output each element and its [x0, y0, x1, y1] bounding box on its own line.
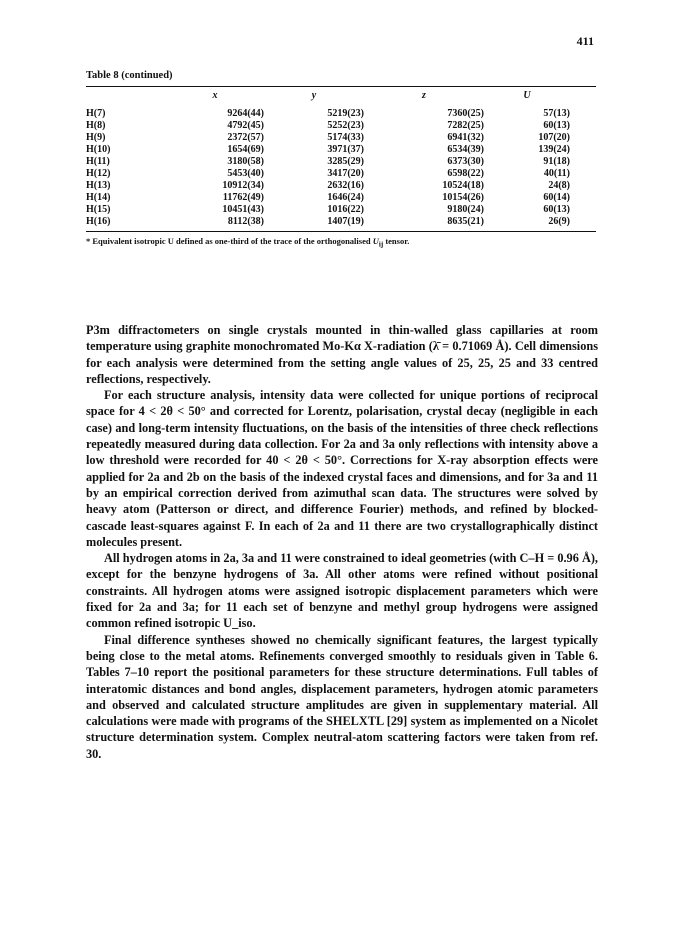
cell-atom: H(7)	[86, 108, 106, 119]
cell-u: 40(11)	[543, 168, 570, 179]
table-bottom-rule	[86, 231, 596, 232]
cell-y: 1407(19)	[327, 216, 364, 227]
cell-atom: H(13)	[86, 180, 111, 191]
cell-u: 139(24)	[538, 144, 570, 155]
cell-atom: H(12)	[86, 168, 111, 179]
table-row	[86, 144, 596, 156]
cell-y: 5252(23)	[327, 120, 364, 131]
cell-u: 60(13)	[543, 204, 570, 215]
table-row	[86, 156, 596, 168]
cell-y: 5219(23)	[327, 108, 364, 119]
cell-x: 10912(34)	[222, 180, 264, 191]
cell-u: 60(14)	[543, 192, 570, 203]
cell-y: 3285(29)	[327, 156, 364, 167]
cell-x: 9264(44)	[227, 108, 264, 119]
cell-atom: H(15)	[86, 204, 111, 215]
table-header-row	[86, 87, 596, 105]
cell-z: 7360(25)	[447, 108, 484, 119]
header-x: x	[212, 90, 218, 101]
cell-u: 60(13)	[543, 120, 570, 131]
cell-u: 57(13)	[543, 108, 570, 119]
cell-x: 4792(45)	[227, 120, 264, 131]
cell-z: 6941(32)	[447, 132, 484, 143]
cell-x: 10451(43)	[222, 204, 264, 215]
cell-u: 107(20)	[538, 132, 570, 143]
cell-u: 26(9)	[548, 216, 570, 227]
body-text	[86, 322, 598, 762]
paragraph-3: All hydrogen atoms in 2a, 3a and 11 were constrained to ideal geometries (with C–H = 0.96 Å), except for the benzyne hydrogens of 3a. All other atoms were refined without positional constraints. All hydrogen atoms were assigned isotropic displacement parameters which were fixed for 2a and 3a; for 11 each set of benzyne and methyl group hydrogens were assigned common refined isotropic U_iso.	[86, 551, 598, 631]
header-z: z	[422, 90, 426, 101]
cell-x: 1654(69)	[227, 144, 264, 155]
paragraph-1: P3m diffractometers on single crystals mounted in thin-walled glass capillaries at room temperature using graphite monochromated Mo-Kα X-radiation (λ̄ = 0.71069 Å). Cell dimensions for each analysis were determined from the setting angle values of 25, 25, 25 and 33 centred reflections, respectively.	[86, 323, 598, 386]
table-footnote: * Equivalent isotropic U defined as one-third of the trace of the orthogonalised $U_{ij}$ tensor.	[86, 236, 410, 249]
cell-z: 8635(21)	[447, 216, 484, 227]
cell-atom: H(10)	[86, 144, 111, 155]
table-row	[86, 204, 596, 216]
table-body	[86, 105, 596, 231]
header-atom	[86, 87, 166, 105]
cell-u: 91(18)	[543, 156, 570, 167]
cell-u: 24(8)	[548, 180, 570, 191]
cell-y: 1016(22)	[327, 204, 364, 215]
cell-y: 5174(33)	[327, 132, 364, 143]
header-y: y	[311, 90, 317, 101]
header-u: U	[523, 90, 531, 101]
table-row	[86, 120, 596, 132]
table-row	[86, 105, 596, 120]
cell-x: 8112(38)	[227, 216, 264, 227]
cell-x: 2372(57)	[227, 132, 264, 143]
cell-y: 3971(37)	[327, 144, 364, 155]
coordinates-table	[86, 86, 596, 249]
cell-y: 3417(20)	[327, 168, 364, 179]
cell-x: 3180(58)	[227, 156, 264, 167]
cell-z: 7282(25)	[447, 120, 484, 131]
table-row	[86, 180, 596, 192]
cell-atom: H(16)	[86, 216, 111, 227]
table-row	[86, 168, 596, 180]
cell-z: 10524(18)	[442, 180, 484, 191]
cell-atom: H(11)	[86, 156, 110, 167]
table-row	[86, 132, 596, 144]
cell-atom: H(14)	[86, 192, 111, 203]
table-row	[86, 192, 596, 204]
cell-y: 2632(16)	[327, 180, 364, 191]
table-caption: Table 8 (continued)	[86, 70, 173, 81]
cell-atom: H(9)	[86, 132, 106, 143]
cell-atom: H(8)	[86, 120, 106, 131]
paragraph-4: Final difference syntheses showed no chemically significant features, the largest typically being close to the metal atoms. Refinements converged smoothly to residuals given in Table 6. Tables 7–10 report the positional parameters for these structure determinations. Full tables of interatomic distances and bond angles, displacement parameters, hydrogen atomic parameters and observed and calculated structure amplitudes are given in supplementary material. All calculations were made with programs of the SHELXTL [29] system as implemented on a Nicolet structure determination system. Complex neutral-atom scattering factors were taken from ref. 30.	[86, 632, 598, 761]
cell-y: 1646(24)	[327, 192, 364, 203]
page-number: 411	[576, 34, 594, 48]
cell-x: 5453(40)	[227, 168, 264, 179]
paragraph-2: For each structure analysis, intensity data were collected for unique portions of reciprocal space for 4 < 2θ < 50° and corrected for Lorentz, polarisation, crystal decay (negligible in each case) and long-term intensity fluctuations, on the basis of the intensities of three check reflections repeatedly measured during data collection. For 2a and 3a only reflections with intensity above a low threshold were recorded for 40 < 2θ < 50°. Corrections for X-ray absorption effects were applied for 2a and 2b on the basis of the indexed crystal faces and dimensions, and for 3a and 11 by an empirical correction derived from azimuthal scan data. The structures were solved by heavy atom (Patterson or direct, and difference Fourier) methods, and refined by blocked-cascade least-squares against F. In each of 2a and 11 there are two crystallographically distinct molecules present.	[86, 388, 598, 549]
cell-x: 11762(49)	[222, 192, 264, 203]
cell-z: 6373(30)	[447, 156, 484, 167]
cell-z: 6598(22)	[447, 168, 484, 179]
cell-z: 6534(39)	[447, 144, 484, 155]
table-row	[86, 216, 596, 231]
cell-z: 9180(24)	[447, 204, 484, 215]
cell-z: 10154(26)	[442, 192, 484, 203]
